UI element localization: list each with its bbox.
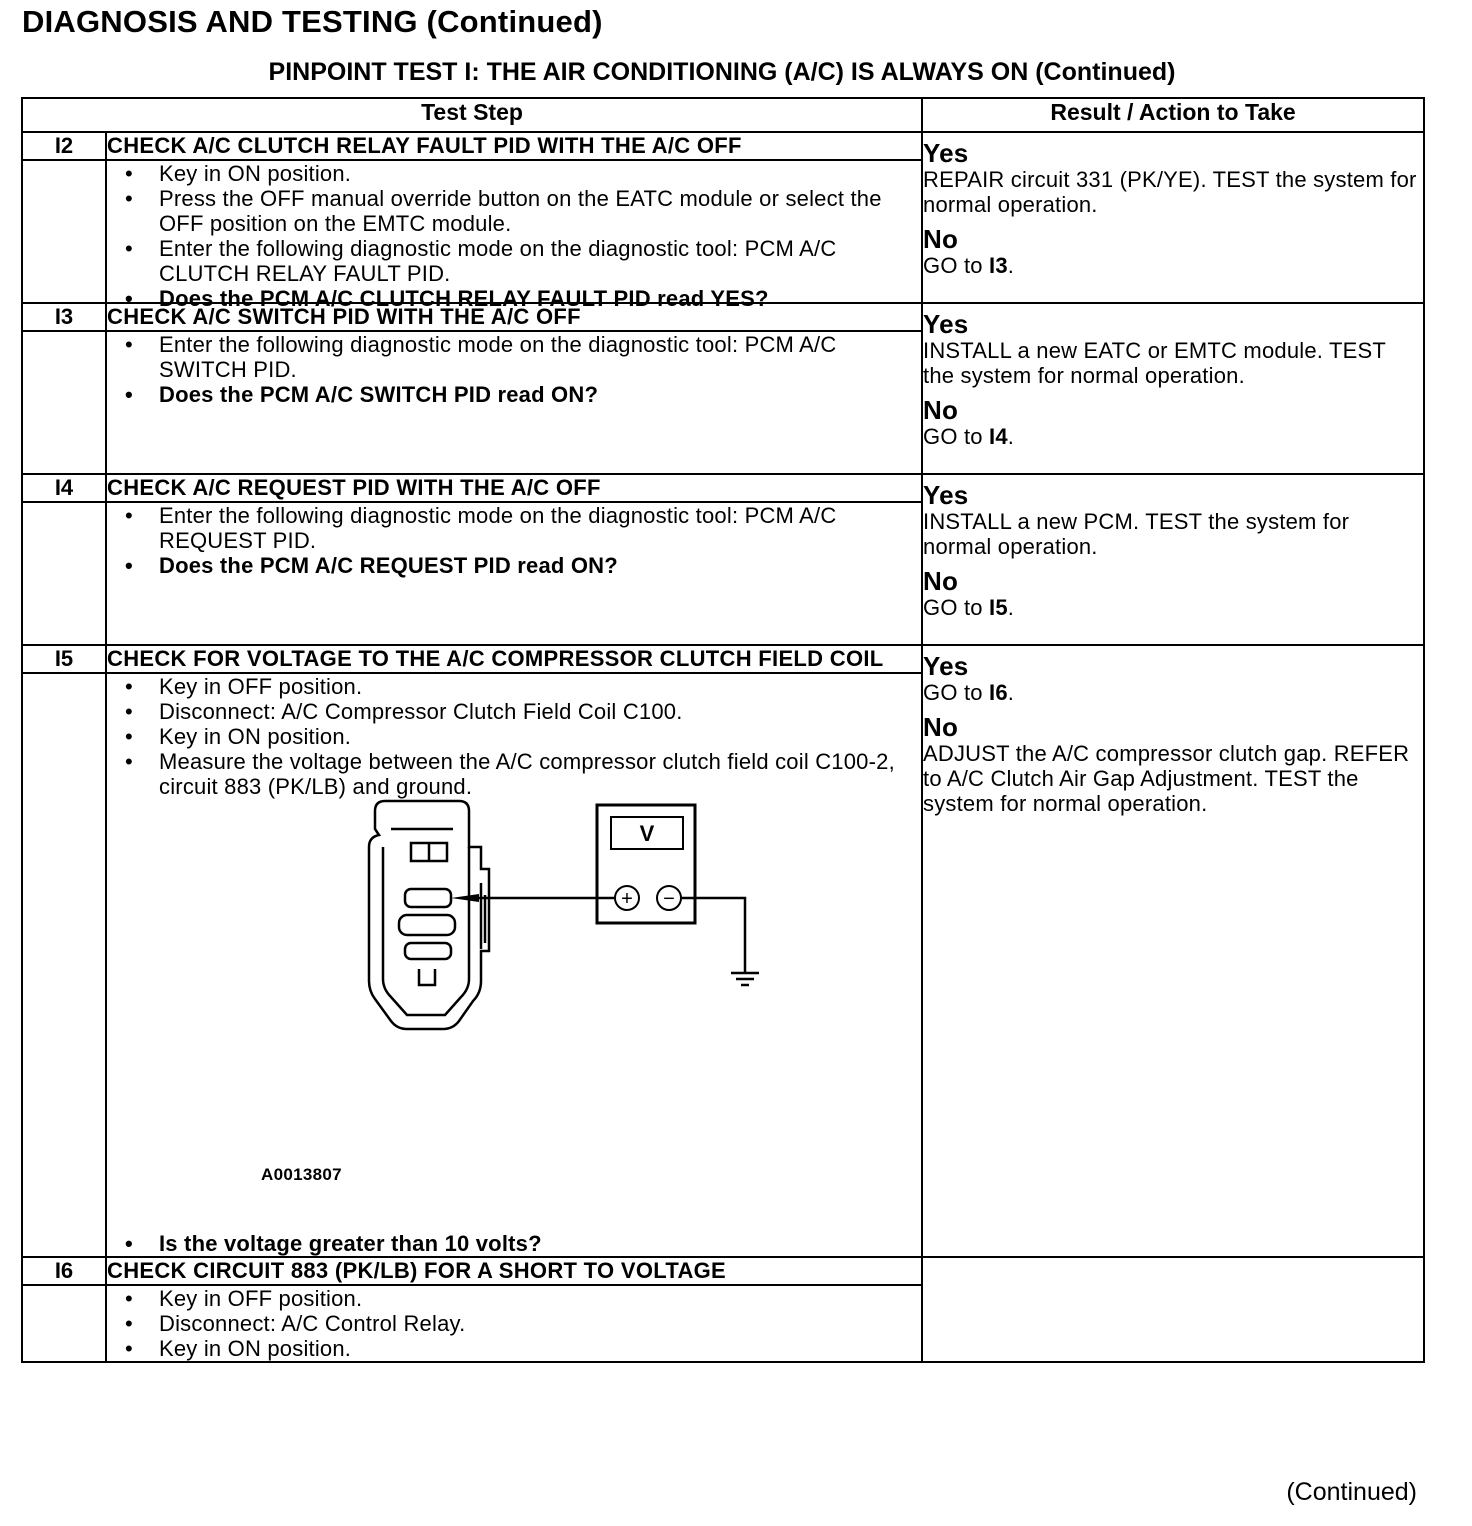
meter-plus-terminal: + <box>621 888 633 910</box>
step-i4-result <box>922 474 1424 645</box>
step-body <box>106 160 922 311</box>
pinpoint-test-title: PINPOINT TEST I: THE AIR CONDITIONING (A/C) IS ALWAYS ON (Continued) <box>268 58 1176 86</box>
yes-action-suffix: . <box>1007 680 1015 705</box>
action-item: • Enter the following diagnostic mode on the diagnostic tool: PCM A/C REQUEST PID. <box>115 503 921 553</box>
action-item: • Measure the voltage between the A/C compressor clutch field coil C100-2, circuit 883 (PK/LB) and ground. <box>115 749 921 799</box>
action-item: • Press the OFF manual override button on the EATC module or select the OFF position on the EMTC module. <box>115 186 921 236</box>
yes-action: INSTALL a new PCM. TEST the system for normal operation. <box>923 509 1350 559</box>
step-i5-result <box>922 645 1424 1257</box>
step-i6-result <box>922 1257 1424 1362</box>
figure-reference: A0013807 <box>261 1165 342 1184</box>
no-action-text: GO to <box>923 595 990 620</box>
step-i6-title-row <box>22 1257 1424 1285</box>
step-question: • Does the PCM A/C SWITCH PID read ON? <box>115 382 921 407</box>
no-label: No <box>923 712 959 742</box>
step-reference[interactable]: I3 <box>989 253 1008 278</box>
step-id-spacer <box>22 1285 106 1362</box>
action-list <box>107 674 921 799</box>
voltmeter-icon <box>597 805 695 923</box>
step-title: CHECK CIRCUIT 883 (PK/LB) FOR A SHORT TO VOLTAGE <box>106 1257 922 1285</box>
yes-action <box>923 680 1423 705</box>
step-reference[interactable]: I6 <box>989 680 1008 705</box>
step-id-spacer <box>22 502 106 645</box>
no-action-suffix: . <box>1007 253 1015 278</box>
no-action-text: GO to <box>923 253 990 278</box>
step-question: • Is the voltage greater than 10 volts? <box>115 1231 921 1256</box>
step-id-spacer <box>22 331 106 474</box>
action-item: • Key in ON position. <box>115 1336 921 1361</box>
step-i4-title-row <box>22 474 1424 502</box>
yes-action-text: GO to <box>923 680 990 705</box>
ground-icon <box>681 898 759 985</box>
no-action-suffix: . <box>1007 595 1015 620</box>
no-action <box>923 595 1423 620</box>
step-question: • Does the PCM A/C CLUTCH RELAY FAULT PID read YES? <box>115 286 921 311</box>
step-i3-result <box>922 303 1424 474</box>
step-reference[interactable]: I4 <box>989 424 1008 449</box>
meter-minus-terminal: − <box>663 888 675 910</box>
no-label: No <box>923 224 959 254</box>
voltage-measurement-figure <box>107 799 921 1231</box>
action-list <box>107 332 921 473</box>
no-label: No <box>923 566 959 596</box>
connector-voltmeter-diagram <box>107 799 923 1231</box>
action-item: • Key in ON position. <box>115 724 921 749</box>
test-step-header: Test Step <box>22 98 922 132</box>
no-action-text: GO to <box>923 424 990 449</box>
yes-label: Yes <box>923 138 969 168</box>
step-id-spacer <box>22 673 106 1257</box>
step-reference[interactable]: I5 <box>989 595 1008 620</box>
step-i2-result <box>922 132 1424 303</box>
action-list-question <box>107 1231 921 1256</box>
action-item: • Key in OFF position. <box>115 1286 921 1311</box>
action-list <box>107 503 921 644</box>
page-title: DIAGNOSIS AND TESTING (Continued) <box>22 4 603 39</box>
yes-label: Yes <box>923 309 969 339</box>
yes-label: Yes <box>923 480 969 510</box>
action-list <box>107 161 921 311</box>
no-action-suffix: . <box>1007 424 1015 449</box>
step-id: I6 <box>22 1257 106 1285</box>
action-list <box>107 1286 921 1361</box>
step-title: CHECK A/C SWITCH PID WITH THE A/C OFF <box>106 303 922 331</box>
step-body <box>106 673 922 1257</box>
no-action <box>923 424 1423 449</box>
no-action: ADJUST the A/C compressor clutch gap. REFER to A/C Clutch Air Gap Adjustment. TEST the system for normal operation. <box>923 741 1410 816</box>
step-title: CHECK FOR VOLTAGE TO THE A/C COMPRESSOR CLUTCH FIELD COIL <box>106 645 922 673</box>
step-title: CHECK A/C CLUTCH RELAY FAULT PID WITH THE A/C OFF <box>106 132 922 160</box>
step-id: I5 <box>22 645 106 673</box>
step-id: I2 <box>22 132 106 160</box>
continued-note: (Continued) <box>1286 1478 1417 1506</box>
pinpoint-test-table <box>21 97 1425 1363</box>
result-action-header: Result / Action to Take <box>922 98 1424 132</box>
step-body <box>106 331 922 474</box>
step-body <box>106 502 922 645</box>
action-item: • Disconnect: A/C Control Relay. <box>115 1311 921 1336</box>
test-lead <box>451 894 627 902</box>
step-id: I3 <box>22 303 106 331</box>
action-item: • Key in OFF position. <box>115 674 921 699</box>
connector-c100-icon <box>369 801 489 1029</box>
action-item: • Disconnect: A/C Compressor Clutch Field Coil C100. <box>115 699 921 724</box>
action-item: • Enter the following diagnostic mode on the diagnostic tool: PCM A/C SWITCH PID. <box>115 332 921 382</box>
action-item: • Key in ON position. <box>115 161 921 186</box>
step-body <box>106 1285 922 1362</box>
meter-label: V <box>639 821 655 846</box>
yes-action: REPAIR circuit 331 (PK/YE). TEST the system for normal operation. <box>923 167 1417 217</box>
yes-action: INSTALL a new EATC or EMTC module. TEST the system for normal operation. <box>923 338 1386 388</box>
action-item: • Enter the following diagnostic mode on the diagnostic tool: PCM A/C CLUTCH RELAY FAULT PID. <box>115 236 921 286</box>
step-question: • Does the PCM A/C REQUEST PID read ON? <box>115 553 921 578</box>
table-header-row <box>22 98 1424 132</box>
step-i2-title-row <box>22 132 1424 160</box>
step-title: CHECK A/C REQUEST PID WITH THE A/C OFF <box>106 474 922 502</box>
step-id: I4 <box>22 474 106 502</box>
no-action <box>923 253 1423 278</box>
step-i5-title-row <box>22 645 1424 673</box>
no-label: No <box>923 395 959 425</box>
yes-label: Yes <box>923 651 969 681</box>
step-id-spacer <box>22 160 106 303</box>
